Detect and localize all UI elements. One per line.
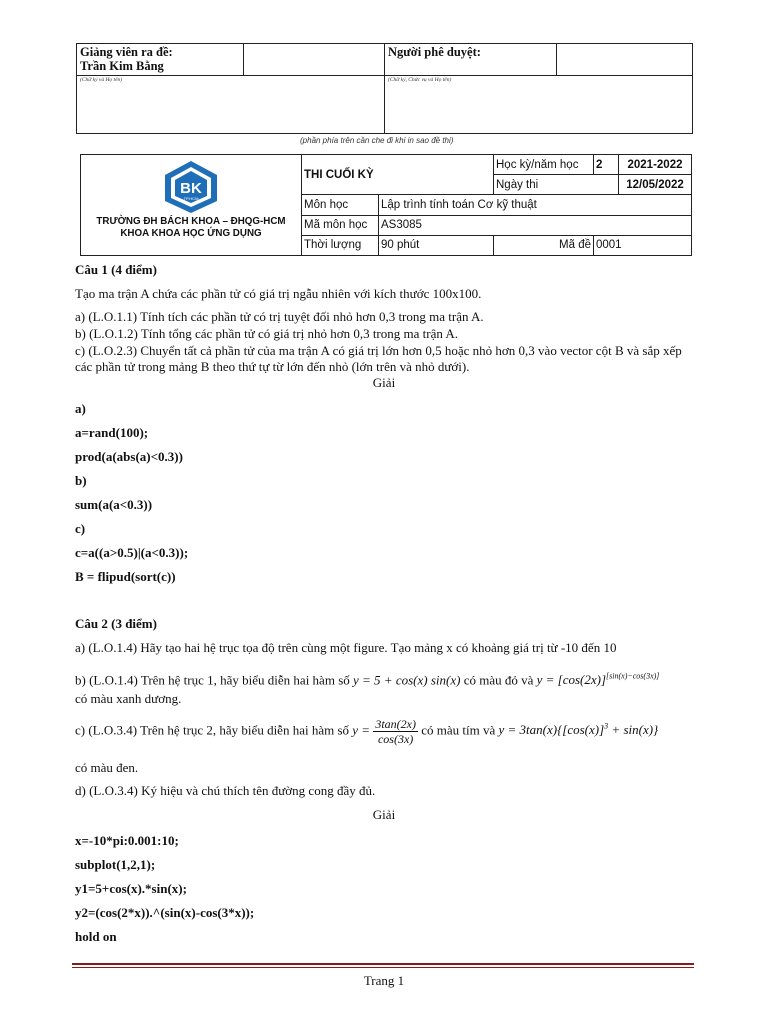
page-number: Trang 1	[363, 973, 405, 988]
logo-text: BK	[180, 180, 202, 197]
q1-code-line: a)	[75, 401, 86, 416]
logo	[83, 159, 299, 216]
q2-part-c	[75, 717, 658, 746]
q2-title: Câu 2 (3 điểm)	[75, 616, 157, 631]
approver-label: Người phê duyệt:	[388, 45, 481, 59]
approver-sig-note: (Chữ ký, Chức vụ và Họ tên)	[388, 77, 452, 83]
q1-code-line: B = flipud(sort(c))	[75, 569, 176, 584]
lecturer-cell	[77, 44, 244, 76]
q1-intro: Tạo ma trận A chứa các phần tử có giá trị ngẫu nhiên với kích thước 100x100.	[75, 286, 482, 301]
exam-title: THI CUỐI KỲ	[302, 155, 494, 195]
approval-table	[76, 43, 693, 134]
q2-part-d: d) (L.O.3.4) Ký hiệu và chú thích tên đường cong đầy đủ.	[75, 783, 376, 798]
q1-code-line: b)	[75, 473, 87, 488]
semester-value: 2	[594, 155, 619, 175]
university-name: TRƯỜNG ĐH BÁCH KHOA – ĐHQG-HCM	[96, 216, 286, 227]
code-value: AS3085	[379, 215, 692, 235]
approver-signature-cell	[385, 76, 693, 134]
q2-b-mid: có màu đỏ và	[463, 672, 534, 688]
q2-c-y: y =	[352, 722, 371, 738]
q2-code-line: y2=(cos(2*x)).^(sin(x)-cos(3*x));	[75, 905, 255, 920]
exam-header-table	[80, 154, 692, 256]
q2-c-numerator: 3tan(2x)	[375, 717, 416, 731]
q1-part-a: a) (L.O.1.1) Tính tích các phần tử có trị tuyệt đối nhỏ hơn 0,3 trong ma trận A.	[75, 309, 484, 324]
q2-c-mid: có màu tím và	[421, 722, 496, 738]
q2-code-line: y1=5+cos(x).*sin(x);	[75, 881, 187, 896]
subject-value: Lập trình tính toán Cơ kỹ thuật	[379, 195, 692, 215]
lecturer-sig-note: (Chữ ký và Họ tên)	[80, 77, 123, 83]
date-label: Ngày thi	[494, 175, 619, 195]
semester-label: Học kỳ/năm học	[494, 155, 594, 175]
q2-code-line: x=-10*pi:0.001:10;	[75, 833, 179, 848]
q1-part-b: b) (L.O.1.2) Tính tổng các phần tử có giá trị nhỏ hơn 0,3 trong ma trận A.	[75, 326, 459, 341]
lecturer-label: Giảng viên ra đề:	[80, 45, 173, 59]
lecturer-name: Trần Kim Bằng	[80, 59, 164, 73]
q2-c-denominator: cos(3x)	[377, 732, 414, 746]
q1-title: Câu 1 (4 điểm)	[75, 262, 157, 277]
university-cell	[81, 155, 302, 256]
q2-c-fraction	[373, 717, 418, 746]
exam-code-label: Mã đề	[494, 235, 594, 255]
q2-c-post: có màu đen.	[75, 760, 139, 775]
duration-label: Thời lượng	[302, 235, 379, 255]
q2-b-pre: b) (L.O.1.4) Trên hệ trục 1, hãy biểu diễn hai hàm số	[75, 672, 350, 688]
q2-b-function-2: y = [cos(2x)][sin(x)−cos(3x)]	[536, 672, 660, 688]
blank-cell	[557, 44, 693, 76]
q1-code-line: sum(a(a<0.3))	[75, 497, 153, 512]
q2-c-function-2: $y = 3\tan(x)\{[\cos(x)]^3 + \sin(x)\}$	[498, 722, 659, 738]
q1-code-line: c=a((a>0.5)|(a<0.3));	[75, 545, 189, 560]
cut-note: (phần phía trên cần che đi khi in sao đề thi)	[300, 136, 454, 145]
duration-value: 90 phút	[379, 235, 494, 255]
q2-part-b	[75, 669, 659, 688]
q1-solution-label: Giải	[372, 375, 396, 390]
year-value: 2021-2022	[619, 155, 692, 175]
bk-logo-icon	[161, 159, 221, 213]
date-value: 12/05/2022	[619, 175, 692, 195]
faculty-name: KHOA KHOA HỌC ỨNG DỤNG	[120, 228, 262, 239]
q2-part-a: a) (L.O.1.4) Hãy tạo hai hệ trục tọa độ trên cùng một figure. Tạo mảng x có khoảng giá trị từ -10 đến 10	[75, 640, 617, 655]
footer-rule	[72, 967, 694, 968]
exam-code-value: 0001	[594, 235, 692, 255]
q1-code-line: prod(a(abs(a)<0.3))	[75, 449, 183, 464]
subject-label: Môn học	[302, 195, 379, 215]
blank-cell	[244, 44, 385, 76]
q2-code-line: hold on	[75, 929, 117, 944]
q1-code-line: a=rand(100);	[75, 425, 149, 440]
code-label: Mã môn học	[302, 215, 379, 235]
lecturer-signature-cell	[77, 76, 385, 134]
q2-b-post: có màu xanh dương.	[75, 691, 182, 706]
q1-part-c: c) (L.O.2.3) Chuyển tất cả phần tử của ma trận A có giá trị lớn hơn 0,5 hoặc nhỏ hơn 0,3 vào vector cột B và sắp xếp các phần tử trong mảng B theo thứ tự từ lớn đến nhỏ (lớn trên và nhỏ dưới).	[75, 343, 682, 374]
footer-rule	[72, 963, 694, 965]
q2-code-line: subplot(1,2,1);	[75, 857, 156, 872]
approver-cell	[385, 44, 557, 76]
q2-solution-label: Giải	[372, 807, 396, 822]
logo-sub: TP.HCM	[183, 196, 199, 201]
q2-c-pre: c) (L.O.3.4) Trên hệ trục 2, hãy biểu diễn hai hàm số	[75, 722, 350, 738]
q1-code-line: c)	[75, 521, 86, 536]
q2-b-function-1: y = 5 + cos(x) sin(x)	[353, 672, 461, 688]
